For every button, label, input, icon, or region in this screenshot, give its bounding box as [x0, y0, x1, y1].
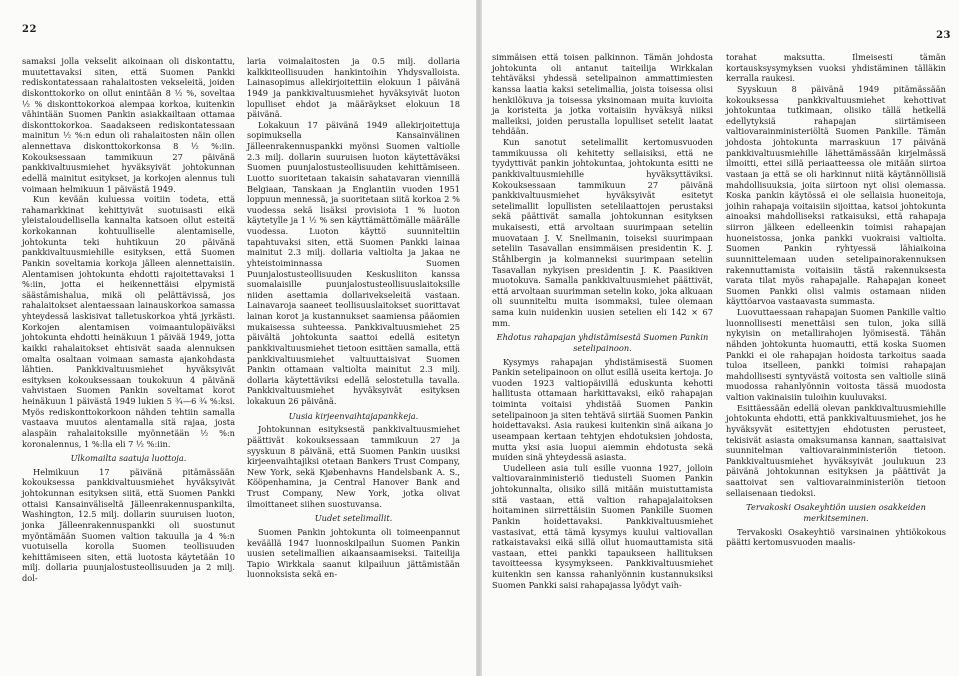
body-paragraph: Johtokunnan esityksestä pankkivaltuusmiehet päättivät kokouksessaan tammikuun 27 ja syyskuun 8 päivänä, että Suomen Pankin uusiksi kirjeenvaihtajiksi otetaan Bankers Trust Company, New York, sekä Kjøbenhavns Handelsbank A. S., Kööpenhamina, ja Central Hanover Bank and Trust Company, New York, jotka olivat ilmoittaneet siihen suostuvansa.	[247, 424, 460, 509]
body-paragraph: Helmikuun 17 päivänä pitämässään kokouksessa pankkivaltuusmiehet hyväksyivät johtokunnan esityksen siitä, että Suomen Pankki ottaisi Kansainväliseltä Jälleenrakennuspankilta, Washington, 12.5 milj. dollarin suuruisen luoton, jonka Jälleenrakennuspankki oli suostunut myöntämään Suomen valtion takuulla ja 4 %:n vuotuisella korolla Suomen teollisuuden kehittämiseen siten, että luotosta käytetään 10 milj. dollaria puunjalostusteollisuuden ja 2 milj. dol-	[22, 466, 235, 583]
body-paragraph: Kun sanotut setelimallit kertomusvuoden tammikuussa oli kehitetty sellaisiksi, että ne tyydyttivät pankin johtokuntaa, johtokunta esitti ne pankkivaltuusmiehille hyväksyttäviksi. Kokouksessaan tammikuun 27 päivänä pankkivaltuusmiehet hyväksyivät esitetyt setelimallit lopullisten setelilaattojen perustaksi sekä päättivät samalla johtokunnan esityksen mukaisesti, että arvoltaan suurimpaan seteliin muovataan J. V. Snellmanin, toiseksi suurimpaan seteliin Tasavallan ensimmäisen presidentin K. J. Ståhlbergin ja kolmanneksi suurimpaan seteliin Tasavallan nykyisen presidentin J. K. Paasikiven muotokuva. Samalla pankkivaltuusmiehet päättivät, että arvoltaan suurimman setelin koko, joka alkuaan oli suunniteltu muita isommaksi, tulee olemaan sama kuin nuidenkin uusien setelien eli 142 × 67 mm.	[492, 137, 713, 328]
right-column-2	[726, 52, 946, 548]
section-heading: Uusia kirjeenvaihtajapankkeja.	[288, 410, 419, 421]
body-paragraph: laria voimalaitosten ja 0.5 milj. dollaria kalkkiteollisuuden hankintoihin Yhdysvalloista. Lainasopimus allekirjoitettiin elokuun 1 päivänä 1949 ja pankkivaltuusmiehet hyväksyivät luoton lopulliset ehdot ja määräykset elokuun 18 päivänä.	[247, 56, 460, 120]
body-paragraph: Tervakoski Osakeyhtiö varsinainen yhtiökokous päätti kertomusvuoden maalis-	[726, 526, 946, 548]
body-paragraph: Uudelleen asia tuli esille vuonna 1927, jolloin valtiovarainministeriö tiedusteli Suomen Pankin johtokunnalta, olisiko sillä mitään muistuttamista sitä vastaan, että valtion rahapajalaitoksen hoitaminen siirrettäisiin Suomen Pankille Suomen Pankin hoidettavaksi. Pankkivaltuusmiehet vastasivat, että tämä kysymys kuului valtiovallan ratkaistavaksi eikä sillä ollut huomauttamista sitä vastaan, ettei pankki tapaukseen hallituksen tavoitteessa kysymykseen. Pankkivaltuusmiehet kuitenkin sen kanssa rahanlyönnin kustannuksiksi Suomen Pankki saisi rahapajassa lyödyt vaih-	[492, 462, 713, 590]
body-paragraph: samaksi jolla vekselit aikoinaan oli diskontattu, muutettavaksi siten, että Suomen Pankki rediskontatessaan rahalaitosten vekseleitä, joiden diskonttokorko on ollut enintään 8 ½ %, soveltaa ½ % diskonttokorkoa alempaa korkoa, kuitenkin vähintään Suomen Pankin asiakkailtaan ottamaa diskonttokorkoa. Saadakseen rediskontatessaan mainitun ½ %:n edun oli rahalaitosten näin ollen alennettava diskonttokorkonsa 8 ½ %:iin. Kokouksessaan tammikuun 27 päivänä pankkivaltuusmiehet hyväksyivät johtokunnan edellä mainitut esitykset, ja korkojen alennus tuli voimaan helmikuun 1 päivästä 1949.	[22, 56, 235, 194]
body-paragraph: Luovuttaessaan rahapajan Suomen Pankille valtio luonnollisesti menettäisi sen tulon, joka sillä nykyisin on metallirahojen lyömisestä. Tähän nähden johtokunta huomautti, että koska Suomen Pankki ei ole rahapajan hoidosta tarkoitus saada tuloa itselleen, pankki toimisi rahapajan mahdollisesti syntyvästä voitosta sen valtiolle siinä muodossa rahanlyönnin voitosta tässä muodosta valtion vakinaisiin tuloihin kuuluvaksi.	[726, 307, 946, 402]
body-paragraph: Syyskuun 8 päivänä 1949 pitämässään kokouksessa pankkivaltuusmiehet kehottivat johtokuntaa tutkimaan, olisiko tällä hetkellä edellytyksiä rahapajan siirtämiseen valtiovarainministeriöltä Suomen Pankille. Tämän johdosta johtokunta marraskuun 17 päivänä pankkivaltuusmiehille lähettämässään kirjelmässä ilmoitti, ettei sillä periaatteessa ole mitään siirtoa vastaan ja että se oli harkinnut niitä käytännöllisiä mahdollisuuksia, joita siirtoon nyt olisi olemassa. Koska pankin käytössä ei ole sellaisia huoneitoja, joihin rahapaja voitaisiin sijoittaa, katsoi johtokunta ainoaksi mahdolliseksi ratkaisuksi, että rahapaja siirron jälkeen edelleenkin toimisi rahapajan huoneistossa, jonka pankki vuokraisi valtiolta. Suomen Pankin ryhtyessä lähiaikoina suunnittelemaan uuden setelipainorakennuksen rakennuttamista voitaisiin tästä rakennuksesta varata tilat myös rahapajalle. Rahapajan koneet Suomen Pankki olisi valmis ostamaan niiden käyttöarvoa vastaavasta summasta.	[726, 83, 946, 307]
page-number-left: 22	[22, 24, 37, 35]
section-heading: Ulkomailta saatuja luottoja.	[70, 453, 187, 464]
left-page	[0, 0, 476, 676]
right-page	[482, 0, 959, 676]
body-paragraph: torahat maksutta. Ilmeisesti tämän kortausksysymyksen vuoksi yhdistäminen tälläkin kerralla raukesi.	[726, 52, 946, 84]
body-paragraph: Esittäessään edellä olevan pankkivaltuusmiehille johtokunta ehdotti, että pankkivaltuusmiehet, jos he hyväksyvät esitettyjen ehdotusten perusteet, tekisivät asiasta omaksumansa kannan, saattaisivat suunnitelman valtiovarainministeriön tietoon. Pankkivaltuusmiehet hyväksyivät joulukuun 23 päivänä johtokunnan esityksen ja päättivät ja saattoivat sen valtiovarainministeriön tietoon sellaisenaan tiedoksi.	[726, 402, 946, 498]
body-paragraph: Kun kevään kuluessa voitiin todeta, että rahamarkkinat kehittyivät suotuisasti eikä yleistaloudellisella kannalta katsoen ollut esteitä korkokannan kohtuulliselle alentamiselle, johtokunta teki huhtikuun 20 päivänä pankkivaltuusmiehille esityksen, että Suomen Pankin soveltamia korkoja jälleen alennettaisiin. Alentamisen johtokunta ehdotti rajoitettavaksi 1 %:iin, jotta ei heikennettäisi elpymistä säästämishalua, mikä oli pelättävissä, jos rahalaitokset alentaessaan lainauskorkoa samassa yhteydessä laskisivat talletuskorkoa yhtä jyrkästi. Korkojen alentamisen voimaantulopäiväksi johtokunta ehdotti heinäkuun 1 päivää 1949, jotta kaikki rahalaitokset ehtisivät saada alennuksen omalta osaltaan voimaan samasta ajankohdasta lähtien. Pankkivaltuusmiehet hyväksyivät esityksen kokouksessaan toukokuun 4 päivänä vahvistaen Suomen Pankin soveltamat korot heinäkuun 1 päivästä 1949 lukien 5 ¾—6 ¾ %:ksi. Myös rediskonttokorkoon nähden tehtiin samalla vastaava muutos alentamalla sitä rajaa, josta alaspäin rahalaitoksille myönnetään ½ %:n koronalennus, 1 %:lla eli 7 ½ %:iin.	[22, 194, 235, 449]
section-heading: Tervakoski Osakeyhtiön uusien osakkeiden merkitseminen.	[746, 502, 926, 523]
section-heading: Uudet setelimallit.	[314, 513, 393, 524]
left-column-1	[22, 56, 235, 584]
body-paragraph: Lokakuun 17 päivänä 1949 allekirjoitettuja sopimuksella Kansainvälinen Jälleenrakennuspankki myönsi Suomen valtiolle 2.3 milj. dollarin suuruisen luoton käytettäväksi Suomen puunjalostusteollisuuden kehittämiseen. Luotto suoritetaan takaisin sahatavaran viennillä Belgiaan, Tanskaan ja Englantiin vuoden 1951 loppuun mennessä, ja suoritetaan siitä korkoa 2 % vuodessa sekä lisäksi provisiota 1 % luoton käytetylle ja 1 ½ % sen käyttämättömälle määrälle vuodessa. Luoton käyttö suunniteltiin tapahtuvaksi siten, että Suomen Pankki lainaa mainitut 2.3 milj. dollaria valtiolta ja jakaa ne yhteistoiminnassa Suomen Puunjalostusteollisuuden Keskusliiton kanssa suomalaisille puunjalostusteollisuuslaitoksille niiden asettamia dollarivekseleitä vastaan. Lainavaroja saaneet teollisuuslaitokset suorittavat lainan korot ja kustannukset saamiensa pääomien mukaisessa suhteessa. Pankkivaltuusmiehet 25 päivältä johtokunta saattoi edellä esitetyn pankkivaltuusmiehet tietoon esittäen samalla, että pankkivaltuusmiehet valtuuttaisivat Suomen Pankin ottamaan valtiolta mainitut 2.3 milj. dollaria käytettäviksi edellä selostetulla tavalla. Pankkivaltuusmiehet hyväksyivät esityksen lokakuun 26 päivänä.	[247, 119, 460, 406]
body-paragraph: Suomen Pankin johtokunta oli toimeenpannut keväällä 1947 luonnoskilpailun Suomen Pankin uusien setelimallien aikaansaamiseksi. Taiteilija Tapio Wirkkala saanut kilpailuun jättämistään luonnoksista sekä en-	[247, 526, 460, 580]
section-heading: Ehdotus rahapajan yhdistämisestä Suomen Pankin setelipainoon.	[496, 332, 709, 353]
body-paragraph: Kysymys rahapajan yhdistämisestä Suomen Pankin setelipainoon on ollut esillä useita kertoja. Jo vuoden 1923 valtiopäivillä eduskunta kehotti hallitusta ottamaan harkittavaksi, eikö rahapajan toiminta voitaisi yhdistää Suomen Pankin setelipainoon ja siten tehtävä siirtää Suomen Pankin hoidettavaksi. Asia raukesi kuitenkin sinä aikana jo useampaan kertaan tehtyjen ehdotuksien johdosta, mutta yksi asia luopui aiemmin ehdotusta sekä muiden sinä yhteydessä asiasta.	[492, 356, 713, 463]
left-column-2	[247, 56, 460, 580]
right-column-1	[492, 52, 713, 590]
body-paragraph: simmäisen että toisen palkinnon. Tämän johdosta johtokunta oli antanut taiteilija Wirkkalan tehtäväksi yhdessä setelipainon ammattimiesten kanssa laatia kaksi setelimallia, joista toisessa olisi henkilökuva ja toisessa yksinomaan muita kuvioita ja koristeita ja jotka voitaisiin hyväksyä niiksi malleiksi, joiden perustalla lopulliset setelit laatat tehdään.	[492, 52, 713, 137]
page-number-right: 23	[936, 30, 951, 41]
